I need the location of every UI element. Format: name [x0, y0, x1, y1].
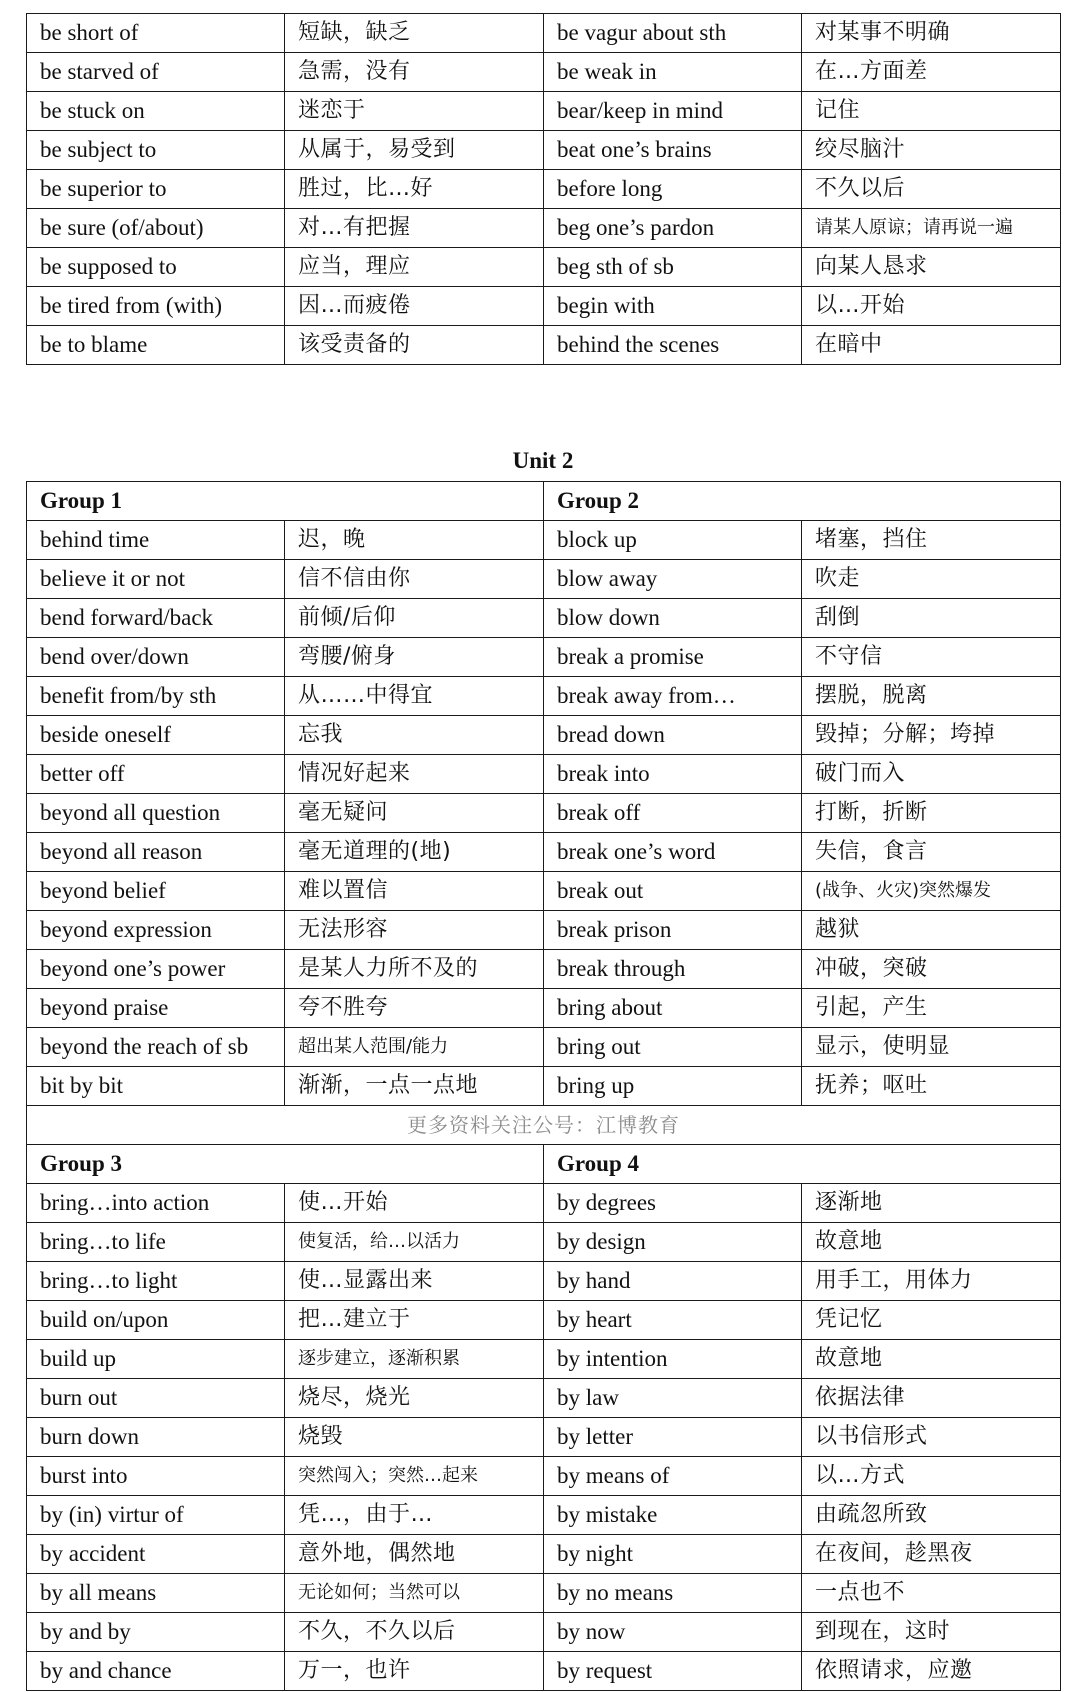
meaning-cell: 从属于，易受到 [285, 131, 544, 170]
meaning-cell: 无论如何；当然可以 [285, 1574, 544, 1613]
meaning-cell: 逐步建立，逐渐积累 [285, 1340, 544, 1379]
meaning-cell: 毫无疑问 [285, 794, 544, 833]
group-header-row [27, 1145, 1061, 1184]
phrase-cell: begin with [544, 287, 802, 326]
phrase-cell: bring…into action [27, 1184, 285, 1223]
phrase-cell: break prison [544, 911, 802, 950]
phrase-cell: better off [27, 755, 285, 794]
table-row [27, 1184, 1061, 1223]
vocab-table-unit2 [26, 481, 1061, 1691]
table-row [27, 638, 1061, 677]
phrase-cell: break out [544, 872, 802, 911]
phrase-cell: break through [544, 950, 802, 989]
table-row [27, 755, 1061, 794]
phrase-cell: burn down [27, 1418, 285, 1457]
meaning-cell: 向某人恳求 [802, 248, 1061, 287]
meaning-cell: 打断，折断 [802, 794, 1061, 833]
phrase-cell: behind the scenes [544, 326, 802, 365]
meaning-cell: 在夜间，趁黑夜 [802, 1535, 1061, 1574]
table-row [27, 1574, 1061, 1613]
meaning-cell: 弯腰/俯身 [285, 638, 544, 677]
meaning-cell: 烧尽，烧光 [285, 1379, 544, 1418]
meaning-cell: 一点也不 [802, 1574, 1061, 1613]
table-row [27, 1613, 1061, 1652]
phrase-cell: be subject to [27, 131, 285, 170]
meaning-cell: 夸不胜夸 [285, 989, 544, 1028]
phrase-cell: blow away [544, 560, 802, 599]
table-row [27, 1379, 1061, 1418]
table-row [27, 1418, 1061, 1457]
phrase-cell: beyond expression [27, 911, 285, 950]
meaning-cell: 从……中得宜 [285, 677, 544, 716]
phrase-cell: beyond the reach of sb [27, 1028, 285, 1067]
phrase-cell: behind time [27, 521, 285, 560]
meaning-cell: 信不信由你 [285, 560, 544, 599]
table-row [27, 1340, 1061, 1379]
unit-title: Unit 2 [512, 448, 574, 473]
group-heading: Group 4 [544, 1145, 1061, 1184]
meaning-cell: 情况好起来 [285, 755, 544, 794]
group-heading: Group 2 [544, 482, 1061, 521]
meaning-cell: 摆脱，脱离 [802, 677, 1061, 716]
table-row [27, 209, 1061, 248]
table-row [27, 794, 1061, 833]
meaning-cell: 应当，理应 [285, 248, 544, 287]
meaning-cell: 该受责备的 [285, 326, 544, 365]
phrase-cell: beside oneself [27, 716, 285, 755]
phrase-cell: break off [544, 794, 802, 833]
group-heading: Group 1 [27, 482, 544, 521]
meaning-cell: 抚养；呕吐 [802, 1067, 1061, 1106]
phrase-cell: be tired from (with) [27, 287, 285, 326]
meaning-cell: 对某事不明确 [802, 14, 1061, 53]
table-row [27, 1652, 1061, 1691]
phrase-cell: by letter [544, 1418, 802, 1457]
phrase-cell: by accident [27, 1535, 285, 1574]
meaning-cell: 失信，食言 [802, 833, 1061, 872]
table-row [27, 14, 1061, 53]
phrase-cell: burn out [27, 1379, 285, 1418]
meaning-cell: 突然闯入；突然…起来 [285, 1457, 544, 1496]
phrase-cell: break away from… [544, 677, 802, 716]
phrase-cell: be superior to [27, 170, 285, 209]
meaning-cell: 故意地 [802, 1340, 1061, 1379]
phrase-cell: by and by [27, 1613, 285, 1652]
meaning-cell: 逐渐地 [802, 1184, 1061, 1223]
table-row [27, 677, 1061, 716]
meaning-cell: 以…开始 [802, 287, 1061, 326]
vocab-table-unit2-section2 [27, 1145, 1061, 1184]
table-row [27, 911, 1061, 950]
table-row [27, 170, 1061, 209]
phrase-cell: bring…to light [27, 1262, 285, 1301]
phrase-cell: beg one’s pardon [544, 209, 802, 248]
phrase-cell: break into [544, 755, 802, 794]
phrase-cell: by all means [27, 1574, 285, 1613]
table-row [27, 989, 1061, 1028]
phrase-cell: benefit from/by sth [27, 677, 285, 716]
meaning-cell: 使复活，给…以活力 [285, 1223, 544, 1262]
meaning-cell: 迟，晚 [285, 521, 544, 560]
meaning-cell: 刮倒 [802, 599, 1061, 638]
phrase-cell: bring about [544, 989, 802, 1028]
meaning-cell: 意外地，偶然地 [285, 1535, 544, 1574]
phrase-cell: bend over/down [27, 638, 285, 677]
meaning-cell: 用手工，用体力 [802, 1262, 1061, 1301]
phrase-cell: by and chance [27, 1652, 285, 1691]
table-row [27, 599, 1061, 638]
vocab-table-unit2-section1 [27, 482, 1061, 521]
table-row [27, 521, 1061, 560]
phrase-cell: bit by bit [27, 1067, 285, 1106]
vocab-table-top [26, 13, 1061, 365]
vocab-table-unit2-section2-rows [27, 1184, 1061, 1691]
phrase-cell: by design [544, 1223, 802, 1262]
phrase-cell: by degrees [544, 1184, 802, 1223]
table-row [27, 248, 1061, 287]
meaning-cell: 越狱 [802, 911, 1061, 950]
meaning-cell: 凭…，由于… [285, 1496, 544, 1535]
vocab-table-unit2-notice [27, 1106, 1061, 1145]
group-header-row [27, 482, 1061, 521]
meaning-cell: 前倾/后仰 [285, 599, 544, 638]
phrase-cell: bring out [544, 1028, 802, 1067]
phrase-cell: bend forward/back [27, 599, 285, 638]
meaning-cell: 在暗中 [802, 326, 1061, 365]
meaning-cell: (战争、火灾)突然爆发 [802, 872, 1061, 911]
phrase-cell: bring up [544, 1067, 802, 1106]
notice-row [27, 1106, 1061, 1145]
vocab-table-top-body [27, 14, 1061, 365]
phrase-cell: beat one’s brains [544, 131, 802, 170]
meaning-cell: 难以置信 [285, 872, 544, 911]
group-heading: Group 3 [27, 1145, 544, 1184]
table-row [27, 92, 1061, 131]
meaning-cell: 短缺，缺乏 [285, 14, 544, 53]
table-row [27, 1223, 1061, 1262]
meaning-cell: 到现在，这时 [802, 1613, 1061, 1652]
meaning-cell: 请某人原谅；请再说一遍 [802, 209, 1061, 248]
phrase-cell: before long [544, 170, 802, 209]
meaning-cell: 依照请求，应邀 [802, 1652, 1061, 1691]
table-row [27, 1067, 1061, 1106]
table-row [27, 1262, 1061, 1301]
phrase-cell: be weak in [544, 53, 802, 92]
meaning-cell: 由疏忽所致 [802, 1496, 1061, 1535]
table-row [27, 872, 1061, 911]
phrase-cell: be supposed to [27, 248, 285, 287]
phrase-cell: beyond all reason [27, 833, 285, 872]
table-row [27, 1535, 1061, 1574]
phrase-cell: by heart [544, 1301, 802, 1340]
phrase-cell: bring…to life [27, 1223, 285, 1262]
meaning-cell: 万一，也许 [285, 1652, 544, 1691]
phrase-cell: be starved of [27, 53, 285, 92]
phrase-cell: by intention [544, 1340, 802, 1379]
phrase-cell: block up [544, 521, 802, 560]
meaning-cell: 吹走 [802, 560, 1061, 599]
phrase-cell: bread down [544, 716, 802, 755]
meaning-cell: 迷恋于 [285, 92, 544, 131]
phrase-cell: by mistake [544, 1496, 802, 1535]
phrase-cell: by night [544, 1535, 802, 1574]
meaning-cell: 无法形容 [285, 911, 544, 950]
meaning-cell: 绞尽脑汁 [802, 131, 1061, 170]
meaning-cell: 是某人力所不及的 [285, 950, 544, 989]
phrase-cell: be short of [27, 14, 285, 53]
meaning-cell: 胜过，比…好 [285, 170, 544, 209]
table-row [27, 326, 1061, 365]
meaning-cell: 超出某人范围/能力 [285, 1028, 544, 1067]
table-row [27, 1496, 1061, 1535]
phrase-cell: beg sth of sb [544, 248, 802, 287]
table-row [27, 950, 1061, 989]
meaning-cell: 依据法律 [802, 1379, 1061, 1418]
table-row [27, 1028, 1061, 1067]
meaning-cell: 不久以后 [802, 170, 1061, 209]
table-row [27, 560, 1061, 599]
phrase-cell: beyond praise [27, 989, 285, 1028]
phrase-cell: build up [27, 1340, 285, 1379]
vocab-table-unit2-section1-rows [27, 521, 1061, 1106]
phrase-cell: beyond one’s power [27, 950, 285, 989]
meaning-cell: 毁掉；分解；垮掉 [802, 716, 1061, 755]
phrase-cell: break one’s word [544, 833, 802, 872]
meaning-cell: 以…方式 [802, 1457, 1061, 1496]
phrase-cell: beyond all question [27, 794, 285, 833]
meaning-cell: 不久，不久以后 [285, 1613, 544, 1652]
meaning-cell: 忘我 [285, 716, 544, 755]
phrase-cell: by request [544, 1652, 802, 1691]
phrase-cell: bear/keep in mind [544, 92, 802, 131]
meaning-cell: 堵塞，挡住 [802, 521, 1061, 560]
meaning-cell: 渐渐，一点一点地 [285, 1067, 544, 1106]
phrase-cell: by means of [544, 1457, 802, 1496]
table-row [27, 287, 1061, 326]
table-row [27, 833, 1061, 872]
meaning-cell: 使…开始 [285, 1184, 544, 1223]
meaning-cell: 引起，产生 [802, 989, 1061, 1028]
meaning-cell: 显示，使明显 [802, 1028, 1061, 1067]
phrase-cell: believe it or not [27, 560, 285, 599]
meaning-cell: 故意地 [802, 1223, 1061, 1262]
phrase-cell: break a promise [544, 638, 802, 677]
meaning-cell: 冲破，突破 [802, 950, 1061, 989]
meaning-cell: 急需，没有 [285, 53, 544, 92]
table-row [27, 1301, 1061, 1340]
meaning-cell: 把…建立于 [285, 1301, 544, 1340]
table-row [27, 131, 1061, 170]
table-row [27, 53, 1061, 92]
meaning-cell: 在…方面差 [802, 53, 1061, 92]
meaning-cell: 毫无道理的(地) [285, 833, 544, 872]
phrase-cell: by now [544, 1613, 802, 1652]
table-row [27, 1457, 1061, 1496]
meaning-cell: 以书信形式 [802, 1418, 1061, 1457]
meaning-cell: 对…有把握 [285, 209, 544, 248]
phrase-cell: by law [544, 1379, 802, 1418]
meaning-cell: 使…显露出来 [285, 1262, 544, 1301]
phrase-cell: beyond belief [27, 872, 285, 911]
meaning-cell: 烧毁 [285, 1418, 544, 1457]
phrase-cell: build on/upon [27, 1301, 285, 1340]
phrase-cell: be to blame [27, 326, 285, 365]
meaning-cell: 破门而入 [802, 755, 1061, 794]
phrase-cell: by (in) virtur of [27, 1496, 285, 1535]
table-row [27, 716, 1061, 755]
meaning-cell: 凭记忆 [802, 1301, 1061, 1340]
phrase-cell: by hand [544, 1262, 802, 1301]
phrase-cell: be stuck on [27, 92, 285, 131]
phrase-cell: be vagur about sth [544, 14, 802, 53]
watermark-notice: 更多资料关注公号：江博教育 [27, 1106, 1061, 1145]
meaning-cell: 不守信 [802, 638, 1061, 677]
phrase-cell: be sure (of/about) [27, 209, 285, 248]
phrase-cell: blow down [544, 599, 802, 638]
phrase-cell: burst into [27, 1457, 285, 1496]
meaning-cell: 因…而疲倦 [285, 287, 544, 326]
phrase-cell: by no means [544, 1574, 802, 1613]
meaning-cell: 记住 [802, 92, 1061, 131]
